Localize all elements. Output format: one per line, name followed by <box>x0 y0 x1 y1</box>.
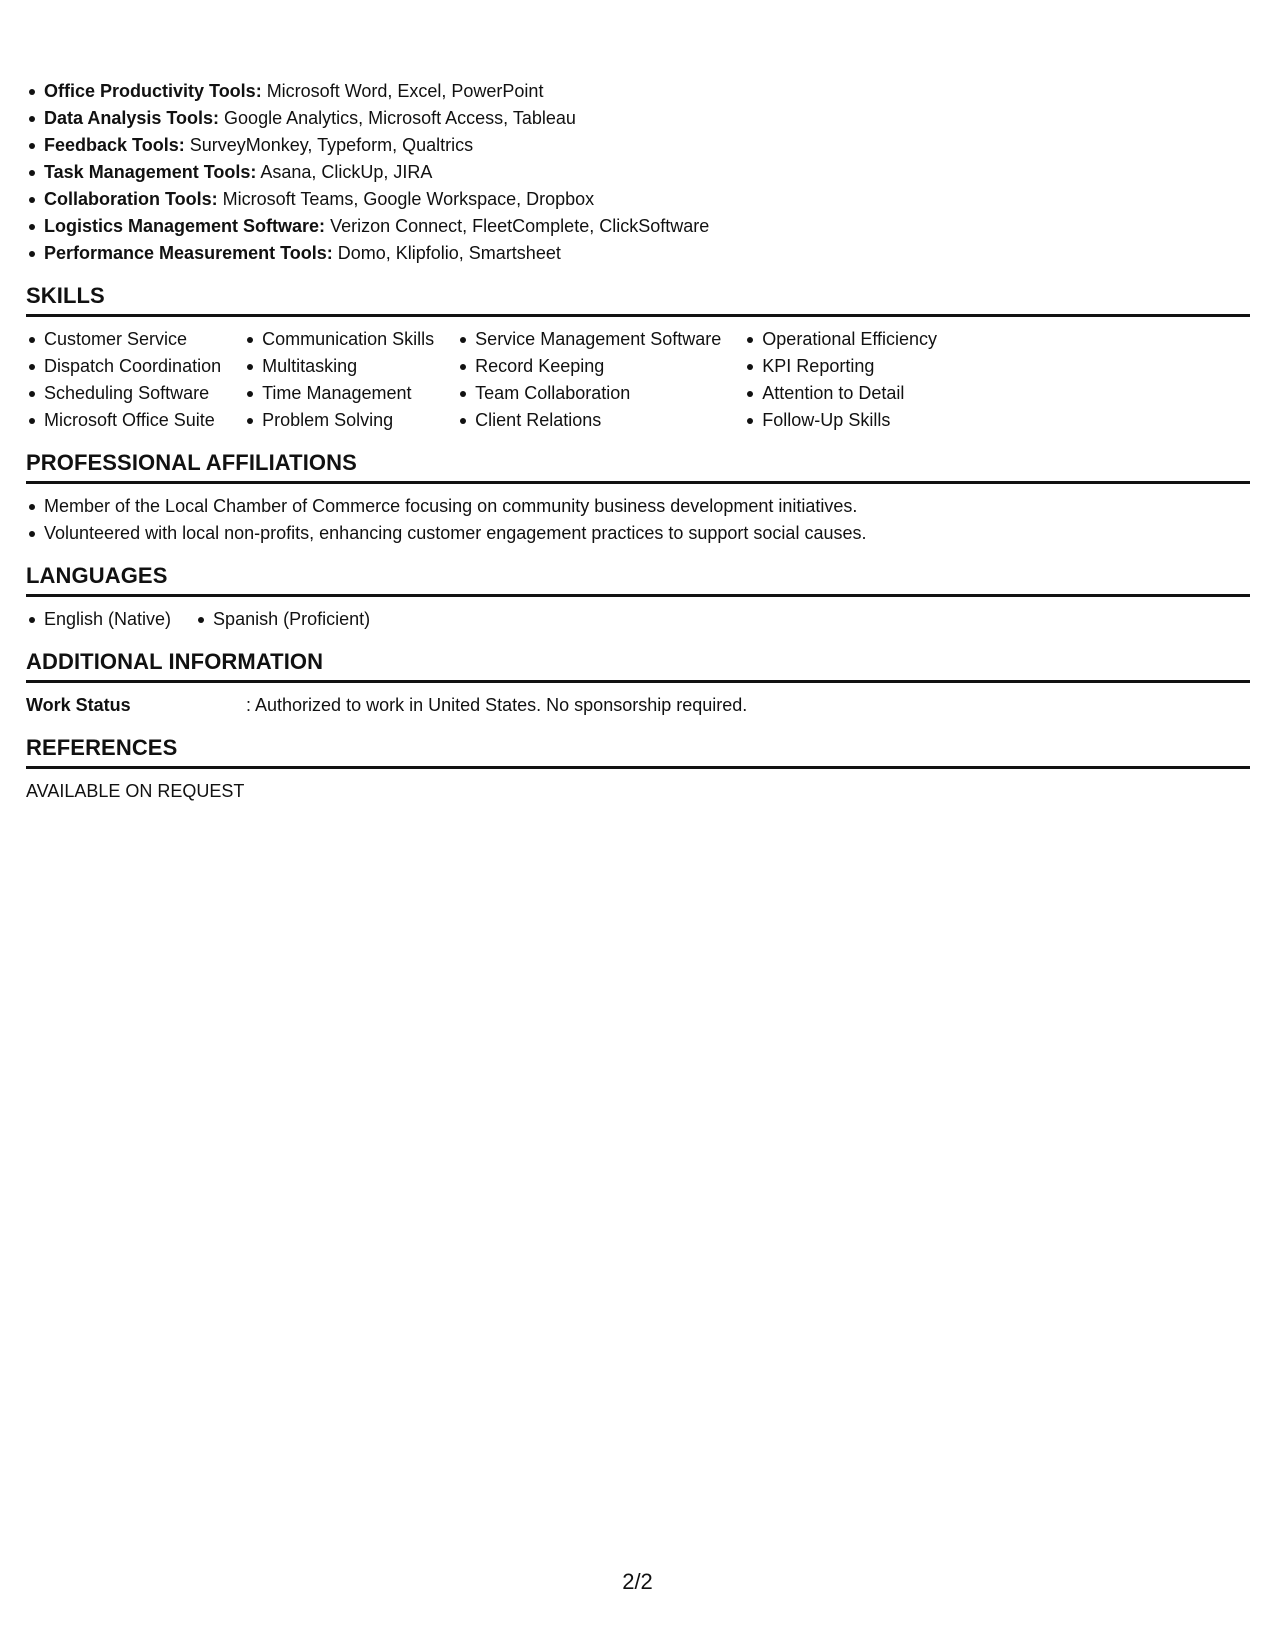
additional-info-section <box>26 649 1250 719</box>
skill-item: Scheduling Software <box>26 380 221 407</box>
tool-item-logistics <box>26 213 1250 240</box>
skill-item: Record Keeping <box>457 353 721 380</box>
skill-item: Client Relations <box>457 407 721 434</box>
tool-value: Microsoft Teams, Google Workspace, Dropbox <box>217 189 595 209</box>
references-heading: REFERENCES <box>26 735 1250 769</box>
work-status-row <box>26 692 1250 719</box>
skill-item: Customer Service <box>26 326 221 353</box>
tool-label: Office Productivity Tools: <box>44 81 262 101</box>
tool-item-performance <box>26 240 1250 267</box>
skills-column-3 <box>457 326 721 434</box>
skill-item: Problem Solving <box>244 407 434 434</box>
skill-item: KPI Reporting <box>744 353 937 380</box>
tool-label: Data Analysis Tools: <box>44 108 220 128</box>
page-number: 2/2 <box>622 1569 653 1594</box>
affiliations-heading: PROFESSIONAL AFFILIATIONS <box>26 450 1250 484</box>
skill-item: Communication Skills <box>244 326 434 353</box>
tool-item-task-management <box>26 159 1250 186</box>
tool-value: Google Analytics, Microsoft Access, Tableau <box>219 108 576 128</box>
skill-item: Attention to Detail <box>744 380 937 407</box>
skills-column-2 <box>244 326 434 434</box>
tool-item-feedback <box>26 132 1250 159</box>
languages-section <box>26 563 1250 633</box>
tool-label: Task Management Tools: <box>44 162 257 182</box>
tool-item-data-analysis <box>26 105 1250 132</box>
tool-value: Domo, Klipfolio, Smartsheet <box>332 243 561 263</box>
language-item: Spanish (Proficient) <box>195 606 370 633</box>
skill-item: Operational Efficiency <box>744 326 937 353</box>
tool-value: Verizon Connect, FleetComplete, ClickSoftware <box>325 216 710 236</box>
tool-label: Performance Measurement Tools: <box>44 243 333 263</box>
skills-section <box>26 283 1250 434</box>
skills-column-4 <box>744 326 937 434</box>
skill-item: Time Management <box>244 380 434 407</box>
tool-label: Logistics Management Software: <box>44 216 326 236</box>
language-item: English (Native) <box>26 606 171 633</box>
skills-grid <box>26 326 1250 434</box>
languages-list <box>26 606 1250 633</box>
work-status-value: : Authorized to work in United States. No sponsorship required. <box>246 695 748 715</box>
additional-info-heading: ADDITIONAL INFORMATION <box>26 649 1250 683</box>
skill-item: Team Collaboration <box>457 380 721 407</box>
references-text: AVAILABLE ON REQUEST <box>26 781 245 801</box>
affiliations-list <box>26 493 1250 547</box>
references-section <box>26 735 1250 805</box>
affiliation-item: Member of the Local Chamber of Commerce focusing on community business development initiatives. <box>26 493 1250 520</box>
tool-value: Asana, ClickUp, JIRA <box>256 162 433 182</box>
skills-column-1 <box>26 326 221 434</box>
skills-heading: SKILLS <box>26 283 1250 317</box>
tool-label: Feedback Tools: <box>44 135 185 155</box>
affiliations-section <box>26 450 1250 547</box>
skill-item: Multitasking <box>244 353 434 380</box>
tool-value: Microsoft Word, Excel, PowerPoint <box>261 81 544 101</box>
tool-label: Collaboration Tools: <box>44 189 218 209</box>
skill-item: Microsoft Office Suite <box>26 407 221 434</box>
affiliation-item: Volunteered with local non-profits, enhancing customer engagement practices to support social causes. <box>26 520 1250 547</box>
tool-item-office-productivity <box>26 78 1250 105</box>
work-status-label: Work Status <box>26 695 131 715</box>
skill-item: Dispatch Coordination <box>26 353 221 380</box>
tools-list <box>26 78 1250 267</box>
languages-heading: LANGUAGES <box>26 563 1250 597</box>
tool-item-collaboration <box>26 186 1250 213</box>
skill-item: Service Management Software <box>457 326 721 353</box>
tool-value: SurveyMonkey, Typeform, Qualtrics <box>184 135 474 155</box>
resume-content <box>26 78 1250 805</box>
skill-item: Follow-Up Skills <box>744 407 937 434</box>
